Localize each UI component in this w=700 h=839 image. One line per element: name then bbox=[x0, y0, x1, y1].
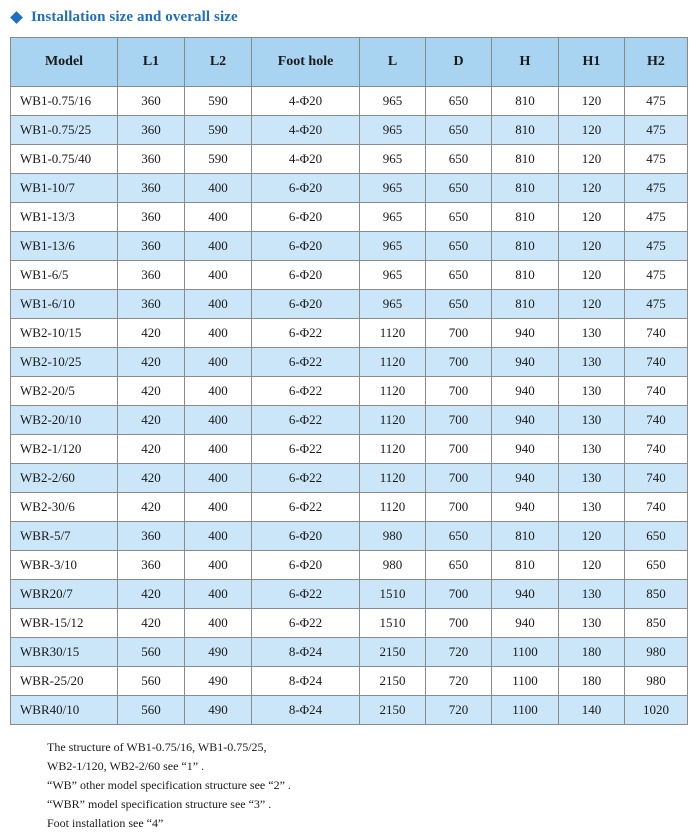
value-cell: 1120 bbox=[360, 493, 426, 522]
value-cell: 360 bbox=[118, 116, 185, 145]
value-cell: 130 bbox=[559, 609, 625, 638]
value-cell: 1120 bbox=[360, 319, 426, 348]
model-cell: WB1-6/10 bbox=[11, 290, 118, 319]
value-cell: 400 bbox=[185, 435, 252, 464]
table-row bbox=[11, 174, 688, 203]
value-cell: 965 bbox=[360, 261, 426, 290]
value-cell: 400 bbox=[185, 348, 252, 377]
table-row bbox=[11, 116, 688, 145]
value-cell: 8-Φ24 bbox=[252, 667, 360, 696]
value-cell: 360 bbox=[118, 145, 185, 174]
table-row bbox=[11, 290, 688, 319]
value-cell: 360 bbox=[118, 551, 185, 580]
value-cell: 810 bbox=[492, 551, 559, 580]
value-cell: 120 bbox=[559, 551, 625, 580]
value-cell: 965 bbox=[360, 116, 426, 145]
value-cell: 130 bbox=[559, 406, 625, 435]
column-header: H bbox=[492, 38, 559, 87]
value-cell: 1100 bbox=[492, 638, 559, 667]
value-cell: 4-Φ20 bbox=[252, 116, 360, 145]
value-cell: 120 bbox=[559, 232, 625, 261]
value-cell: 130 bbox=[559, 319, 625, 348]
value-cell: 8-Φ24 bbox=[252, 696, 360, 725]
table-row bbox=[11, 551, 688, 580]
value-cell: 740 bbox=[625, 435, 688, 464]
value-cell: 590 bbox=[185, 116, 252, 145]
value-cell: 420 bbox=[118, 609, 185, 638]
note-line: The structure of WB1-0.75/16, WB1-0.75/25, bbox=[47, 740, 267, 754]
note-line: “WB” other model specification structure see “2” . bbox=[47, 778, 291, 792]
value-cell: 120 bbox=[559, 87, 625, 116]
model-cell: WB2-20/5 bbox=[11, 377, 118, 406]
model-cell: WB2-10/15 bbox=[11, 319, 118, 348]
value-cell: 810 bbox=[492, 203, 559, 232]
value-cell: 130 bbox=[559, 348, 625, 377]
value-cell: 120 bbox=[559, 145, 625, 174]
value-cell: 1120 bbox=[360, 348, 426, 377]
value-cell: 475 bbox=[625, 87, 688, 116]
model-cell: WBR20/7 bbox=[11, 580, 118, 609]
value-cell: 400 bbox=[185, 551, 252, 580]
value-cell: 6-Φ20 bbox=[252, 174, 360, 203]
model-cell: WB2-2/60 bbox=[11, 464, 118, 493]
value-cell: 940 bbox=[492, 493, 559, 522]
model-cell: WB1-0.75/25 bbox=[11, 116, 118, 145]
value-cell: 810 bbox=[492, 261, 559, 290]
value-cell: 720 bbox=[426, 696, 492, 725]
table-row bbox=[11, 667, 688, 696]
value-cell: 650 bbox=[426, 116, 492, 145]
value-cell: 120 bbox=[559, 203, 625, 232]
model-cell: WBR-3/10 bbox=[11, 551, 118, 580]
value-cell: 180 bbox=[559, 638, 625, 667]
value-cell: 475 bbox=[625, 145, 688, 174]
value-cell: 420 bbox=[118, 464, 185, 493]
value-cell: 120 bbox=[559, 116, 625, 145]
model-cell: WB2-1/120 bbox=[11, 435, 118, 464]
value-cell: 6-Φ22 bbox=[252, 464, 360, 493]
column-header: L1 bbox=[118, 38, 185, 87]
value-cell: 6-Φ22 bbox=[252, 348, 360, 377]
value-cell: 700 bbox=[426, 435, 492, 464]
table-row bbox=[11, 203, 688, 232]
model-cell: WB1-6/5 bbox=[11, 261, 118, 290]
table-row bbox=[11, 435, 688, 464]
value-cell: 130 bbox=[559, 435, 625, 464]
model-cell: WB1-13/6 bbox=[11, 232, 118, 261]
value-cell: 360 bbox=[118, 261, 185, 290]
column-header: H2 bbox=[625, 38, 688, 87]
value-cell: 980 bbox=[360, 522, 426, 551]
value-cell: 420 bbox=[118, 493, 185, 522]
value-cell: 590 bbox=[185, 87, 252, 116]
value-cell: 420 bbox=[118, 435, 185, 464]
value-cell: 720 bbox=[426, 667, 492, 696]
value-cell: 475 bbox=[625, 232, 688, 261]
value-cell: 400 bbox=[185, 319, 252, 348]
value-cell: 140 bbox=[559, 696, 625, 725]
column-header: Foot hole bbox=[252, 38, 360, 87]
table-row bbox=[11, 406, 688, 435]
value-cell: 180 bbox=[559, 667, 625, 696]
value-cell: 560 bbox=[118, 667, 185, 696]
value-cell: 475 bbox=[625, 290, 688, 319]
table-row bbox=[11, 696, 688, 725]
table-row bbox=[11, 232, 688, 261]
value-cell: 740 bbox=[625, 319, 688, 348]
value-cell: 6-Φ22 bbox=[252, 377, 360, 406]
value-cell: 6-Φ20 bbox=[252, 203, 360, 232]
table-row bbox=[11, 348, 688, 377]
value-cell: 1120 bbox=[360, 406, 426, 435]
value-cell: 6-Φ20 bbox=[252, 261, 360, 290]
value-cell: 980 bbox=[625, 638, 688, 667]
section-heading bbox=[12, 6, 238, 28]
section-title: Installation size and overall size bbox=[31, 8, 238, 25]
value-cell: 400 bbox=[185, 609, 252, 638]
value-cell: 6-Φ22 bbox=[252, 609, 360, 638]
value-cell: 965 bbox=[360, 145, 426, 174]
notes bbox=[47, 738, 291, 833]
value-cell: 475 bbox=[625, 174, 688, 203]
value-cell: 1100 bbox=[492, 667, 559, 696]
value-cell: 360 bbox=[118, 203, 185, 232]
value-cell: 6-Φ20 bbox=[252, 232, 360, 261]
model-cell: WBR-5/7 bbox=[11, 522, 118, 551]
value-cell: 4-Φ20 bbox=[252, 145, 360, 174]
value-cell: 400 bbox=[185, 290, 252, 319]
model-cell: WB1-0.75/40 bbox=[11, 145, 118, 174]
value-cell: 400 bbox=[185, 174, 252, 203]
model-cell: WBR-15/12 bbox=[11, 609, 118, 638]
value-cell: 740 bbox=[625, 348, 688, 377]
value-cell: 850 bbox=[625, 580, 688, 609]
value-cell: 490 bbox=[185, 667, 252, 696]
model-cell: WB2-20/10 bbox=[11, 406, 118, 435]
value-cell: 1510 bbox=[360, 580, 426, 609]
value-cell: 475 bbox=[625, 116, 688, 145]
value-cell: 810 bbox=[492, 145, 559, 174]
diamond-bullet-icon bbox=[10, 11, 23, 24]
table-row bbox=[11, 522, 688, 551]
value-cell: 810 bbox=[492, 522, 559, 551]
value-cell: 400 bbox=[185, 377, 252, 406]
value-cell: 6-Φ22 bbox=[252, 493, 360, 522]
table-row bbox=[11, 319, 688, 348]
value-cell: 700 bbox=[426, 580, 492, 609]
table-row bbox=[11, 261, 688, 290]
value-cell: 360 bbox=[118, 174, 185, 203]
value-cell: 490 bbox=[185, 638, 252, 667]
value-cell: 700 bbox=[426, 464, 492, 493]
value-cell: 6-Φ20 bbox=[252, 290, 360, 319]
value-cell: 965 bbox=[360, 203, 426, 232]
model-cell: WB1-13/3 bbox=[11, 203, 118, 232]
value-cell: 120 bbox=[559, 522, 625, 551]
table-row bbox=[11, 145, 688, 174]
value-cell: 400 bbox=[185, 464, 252, 493]
value-cell: 475 bbox=[625, 203, 688, 232]
value-cell: 850 bbox=[625, 609, 688, 638]
value-cell: 650 bbox=[426, 522, 492, 551]
value-cell: 700 bbox=[426, 609, 492, 638]
value-cell: 400 bbox=[185, 261, 252, 290]
value-cell: 490 bbox=[185, 696, 252, 725]
note-line: “WBR” model specification structure see “3” . bbox=[47, 797, 272, 811]
note-line: Foot installation see “4” bbox=[47, 816, 164, 830]
value-cell: 810 bbox=[492, 232, 559, 261]
value-cell: 2150 bbox=[360, 667, 426, 696]
value-cell: 810 bbox=[492, 174, 559, 203]
value-cell: 700 bbox=[426, 406, 492, 435]
value-cell: 940 bbox=[492, 609, 559, 638]
value-cell: 650 bbox=[426, 551, 492, 580]
value-cell: 740 bbox=[625, 377, 688, 406]
value-cell: 420 bbox=[118, 406, 185, 435]
value-cell: 400 bbox=[185, 406, 252, 435]
column-header: L2 bbox=[185, 38, 252, 87]
value-cell: 740 bbox=[625, 464, 688, 493]
value-cell: 650 bbox=[426, 203, 492, 232]
value-cell: 130 bbox=[559, 377, 625, 406]
value-cell: 1100 bbox=[492, 696, 559, 725]
value-cell: 6-Φ20 bbox=[252, 522, 360, 551]
value-cell: 360 bbox=[118, 87, 185, 116]
value-cell: 4-Φ20 bbox=[252, 87, 360, 116]
table-row bbox=[11, 609, 688, 638]
value-cell: 940 bbox=[492, 406, 559, 435]
value-cell: 400 bbox=[185, 232, 252, 261]
value-cell: 6-Φ22 bbox=[252, 580, 360, 609]
value-cell: 120 bbox=[559, 290, 625, 319]
value-cell: 1120 bbox=[360, 377, 426, 406]
table-row bbox=[11, 377, 688, 406]
table-header-row bbox=[11, 38, 688, 87]
value-cell: 650 bbox=[426, 232, 492, 261]
table-row bbox=[11, 638, 688, 667]
value-cell: 810 bbox=[492, 87, 559, 116]
value-cell: 130 bbox=[559, 464, 625, 493]
column-header: Model bbox=[11, 38, 118, 87]
value-cell: 420 bbox=[118, 580, 185, 609]
value-cell: 940 bbox=[492, 580, 559, 609]
value-cell: 720 bbox=[426, 638, 492, 667]
value-cell: 980 bbox=[625, 667, 688, 696]
value-cell: 700 bbox=[426, 348, 492, 377]
size-table bbox=[10, 37, 688, 725]
value-cell: 940 bbox=[492, 348, 559, 377]
value-cell: 360 bbox=[118, 232, 185, 261]
value-cell: 560 bbox=[118, 696, 185, 725]
value-cell: 965 bbox=[360, 290, 426, 319]
table-row bbox=[11, 580, 688, 609]
value-cell: 1510 bbox=[360, 609, 426, 638]
value-cell: 130 bbox=[559, 493, 625, 522]
value-cell: 120 bbox=[559, 261, 625, 290]
column-header: D bbox=[426, 38, 492, 87]
table-row bbox=[11, 464, 688, 493]
value-cell: 980 bbox=[360, 551, 426, 580]
value-cell: 810 bbox=[492, 116, 559, 145]
value-cell: 6-Φ22 bbox=[252, 406, 360, 435]
value-cell: 6-Φ22 bbox=[252, 435, 360, 464]
value-cell: 940 bbox=[492, 464, 559, 493]
value-cell: 650 bbox=[426, 87, 492, 116]
value-cell: 810 bbox=[492, 290, 559, 319]
value-cell: 965 bbox=[360, 174, 426, 203]
value-cell: 420 bbox=[118, 319, 185, 348]
value-cell: 650 bbox=[426, 145, 492, 174]
value-cell: 965 bbox=[360, 87, 426, 116]
model-cell: WB1-0.75/16 bbox=[11, 87, 118, 116]
value-cell: 6-Φ22 bbox=[252, 319, 360, 348]
value-cell: 650 bbox=[625, 522, 688, 551]
model-cell: WB2-10/25 bbox=[11, 348, 118, 377]
value-cell: 700 bbox=[426, 319, 492, 348]
value-cell: 420 bbox=[118, 348, 185, 377]
value-cell: 560 bbox=[118, 638, 185, 667]
value-cell: 6-Φ20 bbox=[252, 551, 360, 580]
value-cell: 940 bbox=[492, 435, 559, 464]
table-body bbox=[11, 87, 688, 725]
value-cell: 590 bbox=[185, 145, 252, 174]
value-cell: 700 bbox=[426, 493, 492, 522]
model-cell: WBR-25/20 bbox=[11, 667, 118, 696]
value-cell: 475 bbox=[625, 261, 688, 290]
value-cell: 940 bbox=[492, 319, 559, 348]
value-cell: 400 bbox=[185, 522, 252, 551]
model-cell: WB1-10/7 bbox=[11, 174, 118, 203]
value-cell: 130 bbox=[559, 580, 625, 609]
value-cell: 650 bbox=[426, 261, 492, 290]
column-header: H1 bbox=[559, 38, 625, 87]
value-cell: 650 bbox=[426, 174, 492, 203]
value-cell: 1120 bbox=[360, 464, 426, 493]
table-row bbox=[11, 493, 688, 522]
value-cell: 650 bbox=[625, 551, 688, 580]
column-header: L bbox=[360, 38, 426, 87]
value-cell: 400 bbox=[185, 203, 252, 232]
note-line: WB2-1/120, WB2-2/60 see “1” . bbox=[47, 759, 205, 773]
value-cell: 420 bbox=[118, 377, 185, 406]
value-cell: 940 bbox=[492, 377, 559, 406]
value-cell: 120 bbox=[559, 174, 625, 203]
value-cell: 360 bbox=[118, 522, 185, 551]
value-cell: 740 bbox=[625, 406, 688, 435]
value-cell: 965 bbox=[360, 232, 426, 261]
value-cell: 650 bbox=[426, 290, 492, 319]
model-cell: WBR40/10 bbox=[11, 696, 118, 725]
value-cell: 2150 bbox=[360, 696, 426, 725]
table-row bbox=[11, 87, 688, 116]
value-cell: 360 bbox=[118, 290, 185, 319]
value-cell: 8-Φ24 bbox=[252, 638, 360, 667]
model-cell: WBR30/15 bbox=[11, 638, 118, 667]
value-cell: 740 bbox=[625, 493, 688, 522]
value-cell: 400 bbox=[185, 580, 252, 609]
value-cell: 1120 bbox=[360, 435, 426, 464]
value-cell: 400 bbox=[185, 493, 252, 522]
value-cell: 2150 bbox=[360, 638, 426, 667]
value-cell: 1020 bbox=[625, 696, 688, 725]
model-cell: WB2-30/6 bbox=[11, 493, 118, 522]
value-cell: 700 bbox=[426, 377, 492, 406]
